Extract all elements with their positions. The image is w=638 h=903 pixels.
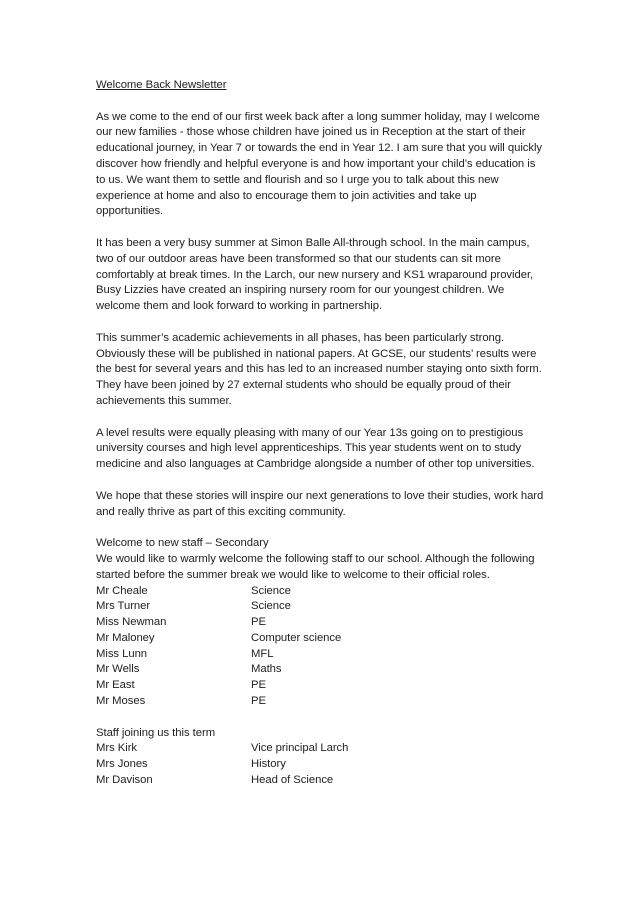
staff-name: Mrs Kirk (96, 742, 138, 755)
paragraph-summer: It has been a very busy summer at Simon Balle All-through school. In the main campus, two of our outdoor areas have been transformed so that our students can sit more comfortably at break times. In the Larch, our new nursery and KS1 wraparound provider, Busy Lizzies have created an inspiring nursery room for our youngest children. We welcome them and look forward to working in partnership. (96, 236, 534, 313)
secondary-staff-section (96, 536, 546, 710)
staff-row (96, 678, 546, 694)
staff-row (96, 599, 546, 615)
staff-row (96, 757, 546, 773)
staff-role: Science (251, 584, 291, 597)
staff-role: Vice principal Larch (251, 742, 349, 755)
staff-role: Head of Science (251, 774, 334, 787)
this-term-staff-list (96, 741, 546, 788)
secondary-staff-intro: We would like to warmly welcome the following staff to our school. Although the following started before the summer break we would like to welcome to their official roles. (96, 552, 535, 581)
staff-name: Mr East (96, 679, 135, 692)
staff-row (96, 615, 546, 631)
staff-row (96, 741, 546, 757)
staff-role: MFL (251, 647, 274, 660)
staff-row (96, 584, 546, 600)
staff-row (96, 631, 546, 647)
this-term-staff-heading: Staff joining us this term (96, 726, 216, 739)
staff-name: Mrs Jones (96, 758, 148, 771)
staff-name: Mr Davison (96, 774, 153, 787)
staff-name: Miss Lunn (96, 647, 148, 660)
staff-name: Mr Wells (96, 663, 140, 676)
staff-name: Mr Maloney (96, 631, 155, 644)
secondary-staff-list (96, 584, 546, 710)
paragraph-inspire: We hope that these stories will inspire our next generations to love their studies, work hard and really thrive as part of this exciting community. (96, 489, 544, 518)
staff-role: PE (251, 679, 266, 692)
staff-name: Mr Moses (96, 695, 146, 708)
staff-name: Mrs Turner (96, 600, 151, 613)
staff-name: Miss Newman (96, 616, 167, 629)
this-term-staff-section (96, 726, 546, 789)
staff-name: Mr Cheale (96, 584, 148, 597)
newsletter-page (96, 78, 546, 789)
staff-role: PE (251, 616, 266, 629)
paragraph-welcome: As we come to the end of our first week back after a long summer holiday, may I welcome our new families - those whose children have joined us in Reception at the start of their educational journey, in Year 7 or towards the end in Year 12. I am sure that you will quickly discover how friendly and helpful everyone is and how important your child’s education is to us. We want them to settle and flourish and so I urge you to talk about this new experience at home and also to encourage them to join activities and take up opportunities. (96, 110, 543, 218)
newsletter-title: Welcome Back Newsletter (96, 79, 227, 91)
staff-row (96, 773, 546, 789)
staff-role: Maths (251, 663, 282, 676)
section-spacer (96, 710, 546, 726)
secondary-staff-heading: Welcome to new staff – Secondary (96, 537, 269, 550)
paragraph-gcse: This summer’s academic achievements in all phases, has been particularly strong. Obviously these will be published in national papers. At GCSE, our students’ results were the best for several years and this has led to an increased number staying onto sixth form. They have been joined by 27 external students who should be equally proud of their achievements this summer. (96, 331, 542, 407)
paragraph-a-level: A level results were equally pleasing with many of our Year 13s going on to prestigious university courses and high level apprenticeships. This year students went on to study medicine and also languages at Cambridge alongside a number of other top universities. (96, 426, 535, 471)
staff-role: History (251, 758, 286, 771)
staff-role: Science (251, 600, 291, 613)
staff-role: Computer science (251, 631, 342, 644)
staff-row (96, 662, 546, 678)
staff-row (96, 647, 546, 663)
staff-row (96, 694, 546, 710)
staff-role: PE (251, 695, 266, 708)
